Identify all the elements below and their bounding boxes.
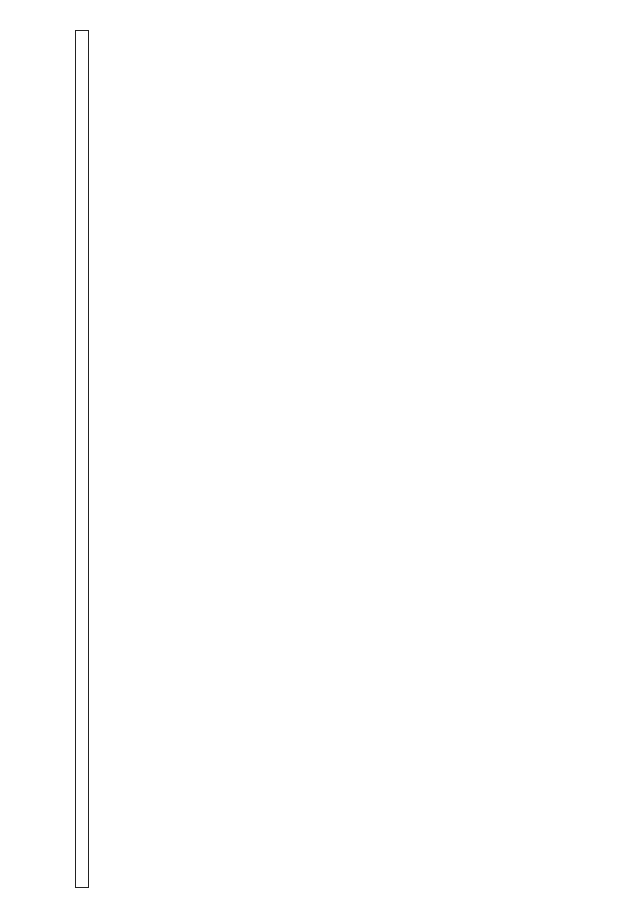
section-title: [76, 31, 89, 888]
capital-repair-table: [75, 30, 89, 888]
rotated-table-container: [75, 30, 602, 888]
